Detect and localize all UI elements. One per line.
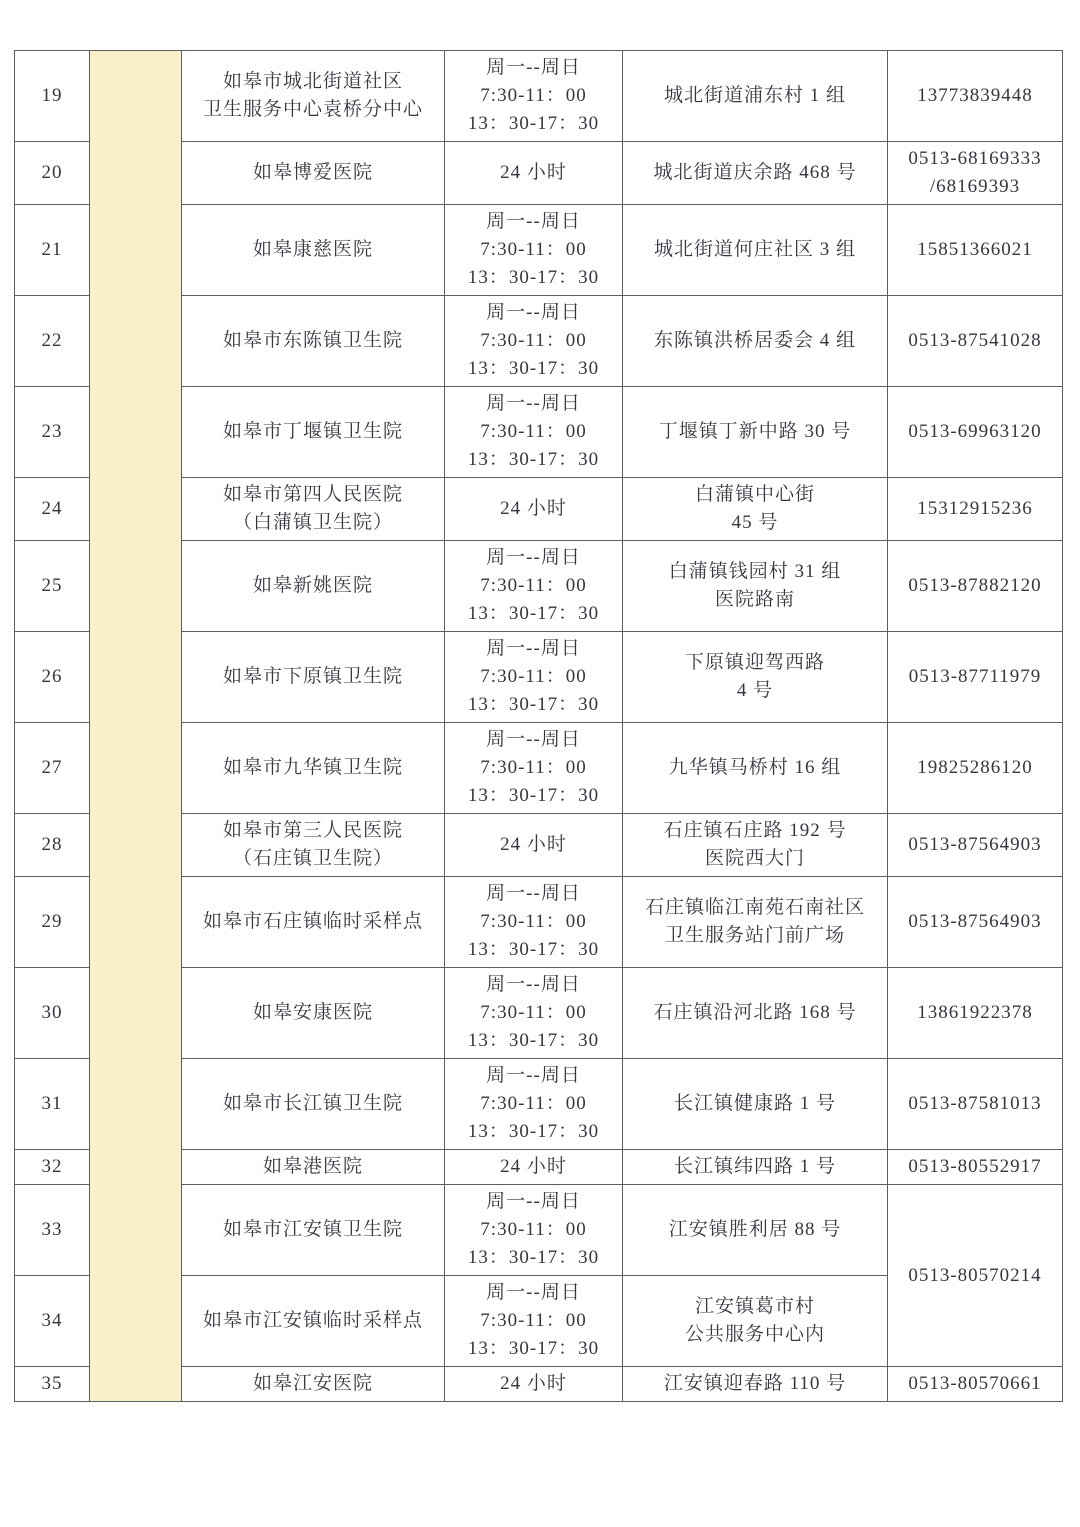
address-cell: 九华镇马桥村 16 组 [623,723,888,814]
site-name-cell: 如皋港医院 [182,1150,445,1185]
hours-cell: 24 小时 [445,478,623,541]
site-name-cell: 如皋市江安镇卫生院 [182,1185,445,1276]
table-row [15,51,1063,142]
address-cell: 下原镇迎驾西路 4 号 [623,632,888,723]
address-cell: 长江镇健康路 1 号 [623,1059,888,1150]
address-cell: 城北街道何庄社区 3 组 [623,205,888,296]
phone-cell: 0513-80552917 [888,1150,1063,1185]
row-number-cell: 35 [15,1367,90,1402]
address-cell: 长江镇纬四路 1 号 [623,1150,888,1185]
sampling-sites-document [14,50,1063,1402]
hours-cell: 周一--周日 7:30-11：00 13：30-17：30 [445,51,623,142]
phone-cell: 15312915236 [888,478,1063,541]
row-number-cell: 21 [15,205,90,296]
hours-cell: 24 小时 [445,1150,623,1185]
row-number-cell: 26 [15,632,90,723]
hours-cell: 周一--周日 7:30-11：00 13：30-17：30 [445,1185,623,1276]
address-cell: 丁堰镇丁新中路 30 号 [623,387,888,478]
site-name-cell: 如皋市第四人民医院 （白蒲镇卫生院） [182,478,445,541]
address-cell: 江安镇迎春路 110 号 [623,1367,888,1402]
hours-cell: 周一--周日 7:30-11：00 13：30-17：30 [445,632,623,723]
row-number-cell: 29 [15,877,90,968]
address-cell: 石庄镇沿河北路 168 号 [623,968,888,1059]
row-number-cell: 30 [15,968,90,1059]
phone-cell: 0513-69963120 [888,387,1063,478]
phone-cell: 0513-87564903 [888,877,1063,968]
site-name-cell: 如皋市丁堰镇卫生院 [182,387,445,478]
hours-cell: 周一--周日 7:30-11：00 13：30-17：30 [445,296,623,387]
phone-cell: 0513-68169333 /68169393 [888,142,1063,205]
phone-cell: 0513-87882120 [888,541,1063,632]
hours-cell: 周一--周日 7:30-11：00 13：30-17：30 [445,1276,623,1367]
address-cell: 石庄镇石庄路 192 号 医院西大门 [623,814,888,877]
site-name-cell: 如皋市长江镇卫生院 [182,1059,445,1150]
hours-cell: 周一--周日 7:30-11：00 13：30-17：30 [445,968,623,1059]
site-name-cell: 如皋市城北街道社区 卫生服务中心袁桥分中心 [182,51,445,142]
site-name-cell: 如皋市东陈镇卫生院 [182,296,445,387]
hours-cell: 周一--周日 7:30-11：00 13：30-17：30 [445,1059,623,1150]
address-cell: 城北街道庆余路 468 号 [623,142,888,205]
phone-cell: 19825286120 [888,723,1063,814]
address-cell: 石庄镇临江南苑石南社区 卫生服务站门前广场 [623,877,888,968]
row-number-cell: 24 [15,478,90,541]
hours-cell: 24 小时 [445,142,623,205]
hours-cell: 周一--周日 7:30-11：00 13：30-17：30 [445,877,623,968]
site-name-cell: 如皋市九华镇卫生院 [182,723,445,814]
sampling-table-body [15,51,1063,1402]
site-name-cell: 如皋江安医院 [182,1367,445,1402]
row-number-cell: 20 [15,142,90,205]
row-number-cell: 32 [15,1150,90,1185]
phone-cell: 13861922378 [888,968,1063,1059]
hours-cell: 周一--周日 7:30-11：00 13：30-17：30 [445,723,623,814]
address-cell: 白蒲镇中心街 45 号 [623,478,888,541]
address-cell: 江安镇葛市村 公共服务中心内 [623,1276,888,1367]
phone-cell: 0513-87581013 [888,1059,1063,1150]
phone-cell: 0513-80570661 [888,1367,1063,1402]
phone-cell: 0513-87541028 [888,296,1063,387]
site-name-cell: 如皋市下原镇卫生院 [182,632,445,723]
row-number-cell: 23 [15,387,90,478]
hours-cell: 24 小时 [445,1367,623,1402]
region-highlight-cell [90,51,182,1402]
phone-cell: 0513-87564903 [888,814,1063,877]
row-number-cell: 19 [15,51,90,142]
row-number-cell: 25 [15,541,90,632]
row-number-cell: 27 [15,723,90,814]
row-number-cell: 31 [15,1059,90,1150]
row-number-cell: 28 [15,814,90,877]
site-name-cell: 如皋安康医院 [182,968,445,1059]
hours-cell: 周一--周日 7:30-11：00 13：30-17：30 [445,541,623,632]
hours-cell: 24 小时 [445,814,623,877]
address-cell: 白蒲镇钱园村 31 组 医院路南 [623,541,888,632]
row-number-cell: 22 [15,296,90,387]
sampling-sites-table [14,50,1063,1402]
phone-cell: 0513-80570214 [888,1185,1063,1367]
hours-cell: 周一--周日 7:30-11：00 13：30-17：30 [445,205,623,296]
phone-cell: 15851366021 [888,205,1063,296]
address-cell: 城北街道浦东村 1 组 [623,51,888,142]
phone-cell: 13773839448 [888,51,1063,142]
site-name-cell: 如皋新姚医院 [182,541,445,632]
site-name-cell: 如皋市第三人民医院 （石庄镇卫生院） [182,814,445,877]
site-name-cell: 如皋康慈医院 [182,205,445,296]
site-name-cell: 如皋博爱医院 [182,142,445,205]
site-name-cell: 如皋市石庄镇临时采样点 [182,877,445,968]
row-number-cell: 33 [15,1185,90,1276]
address-cell: 东陈镇洪桥居委会 4 组 [623,296,888,387]
row-number-cell: 34 [15,1276,90,1367]
address-cell: 江安镇胜利居 88 号 [623,1185,888,1276]
site-name-cell: 如皋市江安镇临时采样点 [182,1276,445,1367]
phone-cell: 0513-87711979 [888,632,1063,723]
hours-cell: 周一--周日 7:30-11：00 13：30-17：30 [445,387,623,478]
